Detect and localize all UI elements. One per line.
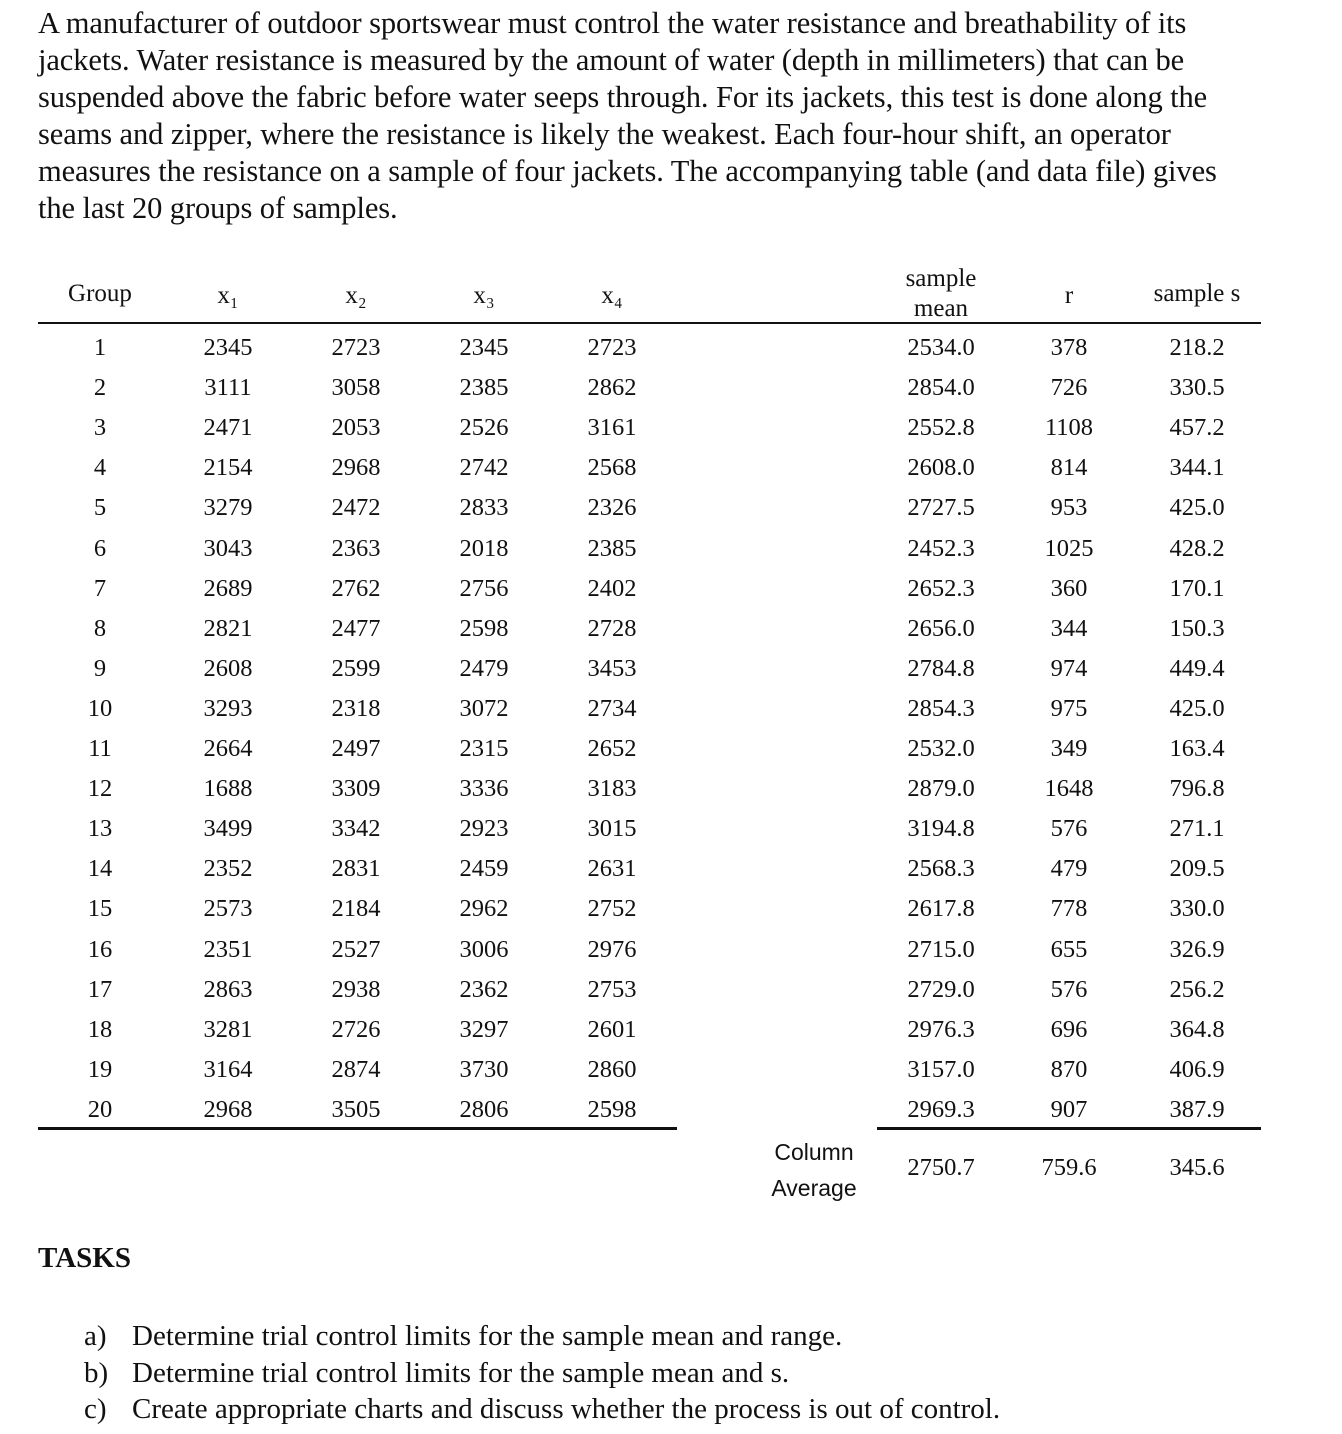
cell-x3: 2315 (459, 735, 509, 762)
cell-mean: 3194.8 (907, 815, 975, 843)
cell-s: 387.9 (1169, 1095, 1225, 1123)
cell-group: 8 (93, 614, 107, 642)
cell-x4: 2402 (587, 574, 637, 602)
cell-x1: 2664 (203, 735, 253, 762)
cell-x1: 2863 (203, 975, 253, 1003)
header-r: r (1064, 282, 1074, 309)
intro-line: measures the resistance on a sample of four jackets. The accompanying table (and data file) gives (38, 154, 1217, 188)
cell-s: 150.3 (1169, 614, 1225, 642)
cell-r: 378 (1050, 334, 1088, 361)
cell-x2: 2318 (331, 694, 381, 722)
cell-mean: 2534.0 (907, 334, 975, 361)
cell-group: 5 (93, 494, 107, 522)
cell-x1: 3164 (203, 1055, 253, 1083)
cell-r: 479 (1050, 855, 1088, 883)
cell-s: 425.0 (1169, 494, 1225, 522)
cell-x4: 2598 (587, 1095, 637, 1123)
cell-x4: 2728 (587, 614, 637, 642)
cell-mean: 2656.0 (907, 614, 975, 642)
cell-mean: 2854.0 (907, 374, 975, 402)
cell-mean: 2715.0 (907, 935, 975, 963)
cell-x2: 2938 (331, 975, 381, 1003)
cell-x2: 2968 (331, 454, 381, 482)
cell-r: 696 (1050, 1015, 1088, 1043)
cell-x4: 2652 (587, 735, 637, 762)
cell-x3: 2459 (459, 855, 509, 883)
cell-x1: 2345 (203, 334, 253, 361)
cell-x4: 2860 (587, 1055, 637, 1083)
cell-x4: 2753 (587, 975, 637, 1003)
cell-x3: 2362 (459, 975, 509, 1003)
cell-x3: 2479 (459, 654, 509, 682)
cell-s: 271.1 (1169, 815, 1225, 843)
cell-s: 449.4 (1169, 654, 1225, 682)
cell-x4: 2752 (587, 895, 637, 923)
cell-x2: 2723 (331, 334, 381, 361)
cell-x2: 2184 (331, 895, 381, 923)
cell-x1: 3293 (203, 694, 253, 722)
tasks-list (84, 1318, 1000, 1428)
cell-x1: 3499 (203, 815, 253, 843)
cell-x2: 2497 (331, 735, 381, 762)
task-text: Create appropriate charts and discuss whether the process is out of control. (132, 1393, 1001, 1425)
problem-description (38, 5, 1303, 227)
cell-x3: 2598 (459, 614, 509, 642)
cell-mean: 2532.0 (907, 735, 975, 762)
task-text: Determine trial control limits for the sample mean and range. (132, 1320, 843, 1352)
cell-mean: 2608.0 (907, 454, 975, 482)
cell-x2: 3058 (331, 374, 381, 402)
column-average-s: 345.6 (1169, 1154, 1225, 1181)
cell-x3: 2345 (459, 334, 509, 361)
column-average-mean: 2750.7 (907, 1154, 975, 1181)
cell-x4: 3161 (587, 414, 637, 442)
cell-group: 14 (87, 855, 113, 883)
header-x1: x₁ (217, 282, 239, 309)
cell-mean: 2729.0 (907, 975, 975, 1003)
column-average-label (752, 1134, 876, 1206)
cell-x2: 3505 (331, 1095, 381, 1123)
cell-mean: 2568.3 (907, 855, 975, 883)
cell-x4: 2723 (587, 334, 637, 361)
cell-r: 360 (1050, 574, 1088, 602)
cell-x1: 2154 (203, 454, 253, 482)
cell-s: 163.4 (1169, 735, 1225, 762)
task-text: Determine trial control limits for the sample mean and s. (132, 1356, 790, 1389)
header-x4: x₄ (601, 282, 623, 309)
cell-x4: 3015 (587, 815, 637, 843)
cell-r: 576 (1050, 815, 1088, 843)
cell-group: 6 (93, 534, 107, 562)
cell-group: 15 (87, 895, 113, 923)
cell-mean: 2552.8 (907, 414, 975, 442)
cell-r: 344 (1050, 614, 1088, 642)
cell-s: 326.9 (1169, 935, 1225, 963)
cell-x3: 3297 (459, 1015, 509, 1043)
cell-x3: 2526 (459, 414, 509, 442)
intro-line: jackets. Water resistance is measured by the amount of water (depth in millimeters) that can be (38, 43, 1185, 77)
cell-x2: 2472 (331, 494, 381, 522)
cell-x2: 2831 (331, 855, 381, 883)
cell-x3: 2833 (459, 494, 509, 522)
cell-x3: 3072 (459, 694, 509, 722)
cell-x1: 2471 (203, 414, 253, 442)
cell-group: 17 (87, 975, 113, 1003)
cell-x2: 3342 (331, 815, 381, 843)
cell-x3: 3730 (459, 1055, 509, 1083)
table-bottom-rule-left (38, 1127, 677, 1130)
cell-x1: 3043 (203, 534, 253, 562)
cell-mean: 2617.8 (907, 895, 975, 923)
cell-mean: 3157.0 (907, 1055, 975, 1083)
cell-x3: 2806 (459, 1095, 509, 1123)
cell-group: 13 (87, 815, 113, 843)
cell-group: 4 (93, 454, 107, 482)
cell-x4: 3453 (587, 654, 637, 682)
cell-mean: 2784.8 (907, 654, 975, 682)
cell-x1: 2821 (203, 614, 253, 642)
cell-x1: 2968 (203, 1095, 253, 1123)
cell-group: 3 (93, 414, 107, 442)
column-average-label-line1: Column (774, 1139, 854, 1165)
task-marker: a) (84, 1320, 107, 1352)
cell-group: 2 (93, 374, 107, 402)
column-average-r: 759.6 (1041, 1154, 1097, 1181)
cell-group: 9 (93, 654, 107, 682)
cell-s: 428.2 (1169, 534, 1225, 562)
task-marker: c) (84, 1393, 107, 1425)
header-group: Group (68, 280, 132, 307)
cell-s: 170.1 (1169, 574, 1225, 602)
cell-mean: 2727.5 (907, 494, 975, 522)
cell-x3: 2018 (459, 534, 509, 562)
cell-x1: 2351 (203, 935, 253, 963)
cell-group: 19 (87, 1055, 113, 1083)
cell-r: 907 (1050, 1095, 1088, 1123)
cell-x4: 2385 (587, 534, 637, 562)
cell-s: 344.1 (1169, 454, 1225, 482)
cell-x1: 2352 (203, 855, 253, 883)
cell-x2: 2726 (331, 1015, 381, 1043)
cell-x2: 3309 (331, 775, 381, 803)
cell-x2: 2363 (331, 534, 381, 562)
tasks-heading: TASKS (38, 1242, 131, 1274)
cell-group: 10 (87, 694, 113, 722)
cell-r: 1108 (1044, 414, 1094, 442)
cell-x4: 2862 (587, 374, 637, 402)
cell-mean: 2976.3 (907, 1015, 975, 1043)
cell-mean: 2879.0 (907, 775, 975, 803)
cell-x2: 2762 (331, 574, 381, 602)
cell-r: 726 (1050, 374, 1088, 402)
cell-x3: 2756 (459, 574, 509, 602)
cell-mean: 2452.3 (907, 534, 975, 562)
cell-s: 330.5 (1169, 374, 1225, 402)
intro-line: seams and zipper, where the resistance is likely the weakest. Each four-hour shift, an operator (38, 117, 1171, 151)
cell-x1: 3279 (203, 494, 253, 522)
cell-x2: 2527 (331, 935, 381, 963)
cell-group: 18 (87, 1015, 113, 1043)
task-item (84, 1318, 1000, 1355)
table-bottom-rule-right (877, 1127, 1261, 1130)
cell-x2: 2477 (331, 614, 381, 642)
cell-group: 20 (87, 1095, 113, 1123)
cell-r: 655 (1050, 935, 1088, 963)
header-mean-line1: sample (905, 265, 977, 292)
cell-group: 7 (93, 574, 107, 602)
cell-x1: 2608 (203, 654, 253, 682)
cell-s: 364.8 (1169, 1015, 1225, 1043)
cell-group: 16 (87, 935, 113, 963)
cell-r: 778 (1050, 895, 1088, 923)
cell-x3: 2962 (459, 895, 509, 923)
cell-s: 406.9 (1169, 1055, 1225, 1083)
cell-x1: 3111 (204, 374, 252, 402)
cell-s: 457.2 (1169, 414, 1225, 442)
cell-mean: 2652.3 (907, 574, 975, 602)
intro-line: suspended above the fabric before water seeps through. For its jackets, this test is done along the (38, 80, 1208, 114)
header-x2: x₂ (345, 282, 367, 309)
cell-x4: 2631 (587, 855, 637, 883)
cell-r: 975 (1050, 694, 1088, 722)
header-divider (38, 322, 1261, 324)
cell-x2: 2874 (331, 1055, 381, 1083)
cell-x4: 2568 (587, 454, 637, 482)
cell-r: 974 (1050, 654, 1088, 682)
cell-x4: 2976 (587, 935, 637, 963)
cell-s: 256.2 (1169, 975, 1225, 1003)
cell-x4: 3183 (587, 775, 637, 803)
cell-mean: 2969.3 (907, 1095, 975, 1123)
cell-x1: 1688 (203, 775, 253, 803)
cell-s: 330.0 (1169, 895, 1225, 923)
cell-group: 12 (87, 775, 113, 803)
cell-x3: 3336 (459, 775, 509, 803)
cell-x2: 2599 (331, 654, 381, 682)
cell-r: 1648 (1044, 775, 1094, 803)
cell-x1: 2573 (203, 895, 253, 923)
cell-r: 953 (1050, 494, 1088, 522)
cell-x3: 2923 (459, 815, 509, 843)
cell-x1: 2689 (203, 574, 253, 602)
intro-line: the last 20 groups of samples. (38, 191, 398, 225)
cell-mean: 2854.3 (907, 694, 975, 722)
cell-s: 796.8 (1169, 775, 1225, 803)
cell-group: 1 (93, 334, 107, 361)
header-x3: x₃ (473, 282, 495, 309)
cell-x4: 2326 (587, 494, 637, 522)
task-item (84, 1355, 1000, 1392)
cell-group: 11 (88, 735, 112, 762)
cell-s: 425.0 (1169, 694, 1225, 722)
cell-r: 349 (1050, 735, 1088, 762)
cell-r: 870 (1050, 1055, 1088, 1083)
cell-r: 576 (1050, 975, 1088, 1003)
cell-r: 814 (1050, 454, 1088, 482)
cell-s: 209.5 (1169, 855, 1225, 883)
cell-x3: 3006 (459, 935, 509, 963)
intro-line: A manufacturer of outdoor sportswear must control the water resistance and breathability of its (38, 6, 1187, 40)
cell-x4: 2601 (587, 1015, 637, 1043)
cell-x4: 2734 (587, 694, 637, 722)
task-marker: b) (84, 1356, 109, 1389)
header-s: sample s (1153, 280, 1241, 307)
cell-x3: 2742 (459, 454, 509, 482)
header-mean-line2: mean (913, 295, 969, 322)
column-average-label-line2: Average (771, 1175, 857, 1201)
header-mean (881, 264, 1001, 324)
cell-s: 218.2 (1169, 334, 1225, 361)
cell-x3: 2385 (459, 374, 509, 402)
cell-x1: 3281 (203, 1015, 253, 1043)
task-item (84, 1391, 1000, 1428)
cell-x2: 2053 (331, 414, 381, 442)
cell-r: 1025 (1044, 534, 1094, 562)
